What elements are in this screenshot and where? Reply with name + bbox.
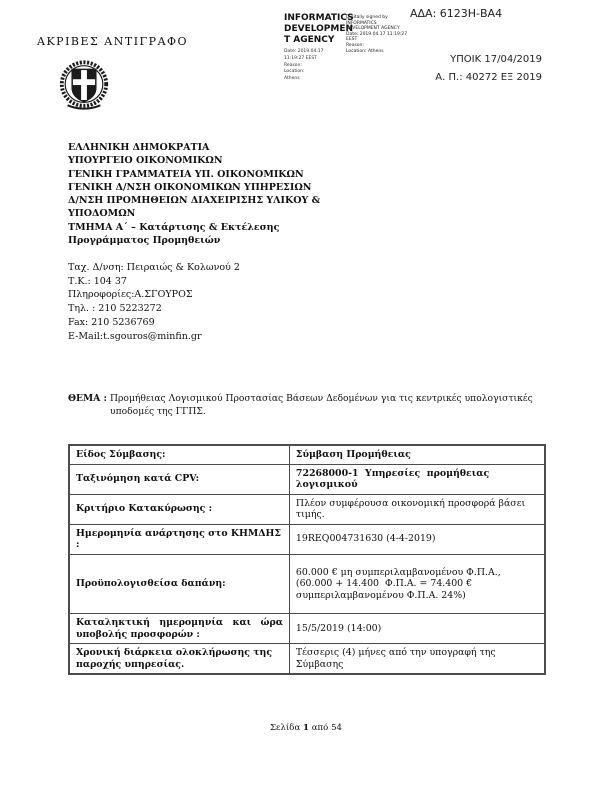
table-row [69,445,545,464]
table-row-value: 72268000-1 Υπηρεσίες προμήθειας λογισμικού [289,464,545,494]
letterhead-line: ΓΕΝΙΚΗ ΓΡΑΜΜΑΤΕΙΑ ΥΠ. ΟΙΚΟΝΟΜΙΚΩΝ [68,168,304,180]
table-row-label: Προϋπολογισθείσα δαπάνη: [69,554,289,614]
subject-text: Προμήθειας Λογισμικού Προστασίας Βάσεων Δεδομένων για τις κεντρικές υπολογιστικές υποδομές της ΓΓΠΣ. [110,393,536,417]
subject-label: ΘΕΜΑ : [68,393,107,404]
letterhead [68,141,368,247]
table-row-label: Καταληκτική ημερομηνία και ώρα υποβολής προσφορών : [69,614,289,644]
table-row-value: 15/5/2019 (14:00) [289,614,545,644]
page-footer [0,723,612,733]
table-row [69,554,545,614]
signature-detail-line: Location: Athens [346,48,384,54]
reference-date: ΥΠΟΙΚ 17/04/2019 [450,54,542,65]
footer-total-pages: 54 [331,723,343,733]
table-row [69,644,545,675]
signature-detail-line: Reason: [346,42,364,48]
signature-detail-line: Athens [284,76,300,82]
letterhead-line: Προγράμματος Προμηθειών [68,235,221,247]
signature-details [346,15,416,54]
table-row-label: Κριτήριο Κατακύρωσης : [69,494,289,524]
procurement-summary-table [68,444,546,675]
contact-address: Ταχ. Δ/νση: Πειραιώς & Κολωνού 2 [68,262,240,273]
table-row-value: Πλέον συμφέρουσα οικονομική προσφορά βάσει τιμής. [289,494,545,524]
letterhead-line: ΕΛΛΗΝΙΚΗ ΔΗΜΟΚΡΑΤΙΑ [68,142,210,153]
subject-line [68,392,554,418]
signature-detail-line: DEVELOPMENT AGENCY [346,26,400,32]
signature-detail-line: Digitally signed by [346,15,388,20]
table-row-label: Χρονική διάρκεια ολοκλήρωσης της παροχής υπηρεσίας. [69,644,289,675]
signature-agency-line: DEVELOPMEN [284,24,354,34]
signature-detail-line: Reason: [284,62,302,68]
table-row-label: Ταξινόμηση κατά CPV: [69,464,289,494]
footer-middle: από [309,723,332,733]
letterhead-line: ΥΠΟΥΡΓΕΙΟ ΟΙΚΟΝΟΜΙΚΩΝ [68,155,223,167]
letterhead-line: ΓΕΝΙΚΗ Δ/ΝΣΗ ΟΙΚΟΝΟΜΙΚΩΝ ΥΠΗΡΕΣΙΩΝ [68,181,312,193]
signature-detail-line: INFORMATICS [346,20,377,26]
table-row [69,524,545,554]
contact-block [68,261,368,343]
contact-email: E-Mail:t.sgouros@minfin.gr [68,330,202,342]
footer-page-number: 1 [303,723,309,733]
signature-agency-line: T AGENCY [284,35,335,45]
letterhead-line: ΥΠΟΔΟΜΩΝ [68,208,136,220]
letterhead-line: ΤΜΗΜΑ Α΄ – Κατάρτισης & Εκτέλεσης [68,221,280,233]
footer-prefix: Σελίδα [269,723,304,733]
table-row-value: Σύμβαση Προμήθειας [289,445,545,464]
table-row-label: Είδος Σύμβασης: [69,445,289,464]
contact-person: Πληροφορίες:Α.ΣΓΟΥΡΟΣ [68,289,193,301]
table-row-label: Ημερομηνία ανάρτησης στο ΚΗΜΔΗΣ : [69,524,289,554]
contact-postcode: Τ.Κ.: 104 37 [68,275,127,287]
table-row-value: Τέσσερις (4) μήνες από την υπογραφή της Σύμβασης [289,644,545,675]
greek-coat-of-arms-icon [55,58,113,118]
table-row [69,464,545,494]
ada-code: ΑΔΑ: 6123Η-ΒΑ4 [410,7,503,20]
table-row-value: 60.000 € μη συμπεριλαμβανομένου Φ.Π.Α., (60.000 + 14.400 Φ.Π.Α. = 74.400 € συμπεριλαμβανομένου Φ.Π.Α. 24%) [289,554,545,614]
signature-detail-line: Date: 2019.04.17 11:19:27 [346,31,408,37]
signature-agency-line: INFORMATICS [284,13,354,23]
certified-copy-label: ΑΚΡΙΒΕΣ ΑΝΤΙΓΡΑΦΟ [37,35,189,48]
contact-fax: Fax: 210 5236769 [68,316,155,328]
table-row [69,614,545,644]
signature-detail-line: Location: [284,69,305,75]
signature-detail-line: 11:19:27 EEST [284,55,317,61]
table-row-value: 19REQ004731630 (4-4-2019) [289,524,545,554]
table-row [69,494,545,524]
letterhead-line: Δ/ΝΣΗ ΠΡΟΜΗΘΕΙΩΝ ΔΙΑΧΕΙΡΙΣΗΣ ΥΛΙΚΟΥ & [68,195,321,207]
reference-block [330,48,542,87]
signature-detail-line: Date: 2019.04.17 [284,49,324,54]
contact-phone: Τηλ. : 210 5223272 [68,303,162,315]
signature-detail-line: EEST [346,37,358,43]
protocol-number: Α. Π.: 40272 ΕΞ 2019 [435,72,542,83]
